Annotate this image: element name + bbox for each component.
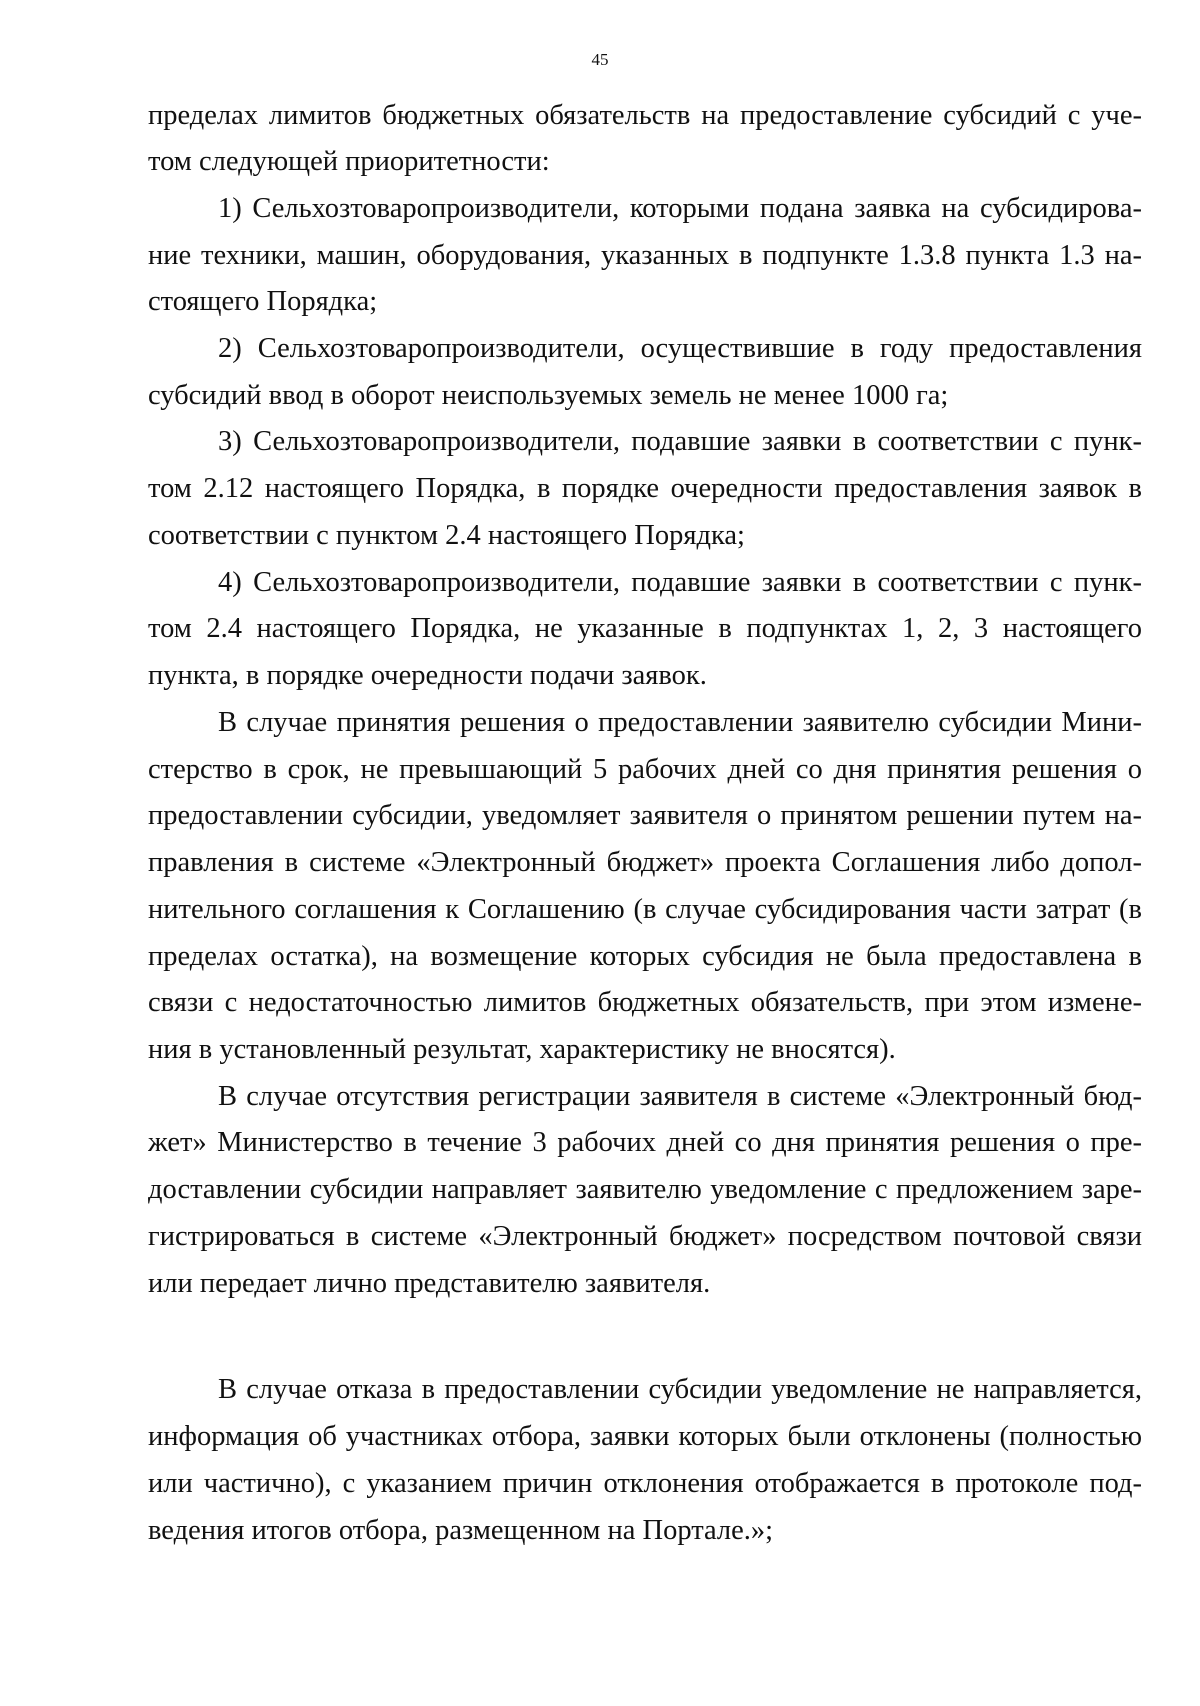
text-line: правления в системе «Электронный бюджет» проекта Соглашения либо допол- [148,847,1142,878]
text-line: 2) Сельхозтоваропроизводители, осуществившие в году предоставления [218,333,1142,364]
text-line: гистрироваться в системе «Электронный бюджет» посредством почтовой связи [148,1221,1142,1252]
text-line: том 2.4 настоящего Порядка, не указанные в подпунктах 1, 2, 3 настоящего [148,613,1142,644]
text-line: или передает лично представителю заявителя. [148,1268,711,1299]
text-line: 4) Сельхозтоваропроизводители, подавшие заявки в соответствии с пунк- [218,567,1142,598]
text-line: ние техники, машин, оборудования, указанных в подпункте 1.3.8 пункта 1.3 на- [148,240,1142,271]
text-line: том 2.12 настоящего Порядка, в порядке очередности предоставления заявок в [148,473,1142,504]
page-number: 45 [591,50,609,69]
text-line: нительного соглашения к Соглашению (в случае субсидирования части затрат (в [148,894,1142,925]
text-line: предоставлении субсидии, уведомляет заявителя о принятом решении путем на- [148,800,1142,831]
text-line: или частично), с указанием причин отклонения отображается в протоколе под- [148,1468,1142,1499]
text-line: В случае отказа в предоставлении субсидии уведомление не направляется, [218,1374,1142,1405]
text-line: В случае отсутствия регистрации заявителя в системе «Электронный бюд- [218,1081,1142,1112]
text-line: 1) Сельхозтоваропроизводители, которыми подана заявка на субсидирова- [218,193,1142,224]
text-line: пределах лимитов бюджетных обязательств на предоставление субсидий с уче- [148,100,1142,131]
text-line: жет» Министерство в течение 3 рабочих дней со дня принятия решения о пре- [148,1127,1142,1158]
text-line: том следующей приоритетности: [148,146,550,177]
text-line: ния в установленный результат, характеристику не вносятся). [148,1034,896,1065]
text-line: В случае принятия решения о предоставлении заявителю субсидии Мини- [218,707,1142,738]
text-line: субсидий ввод в оборот неиспользуемых земель не менее 1000 га; [148,380,949,411]
text-line: информация об участниках отбора, заявки которых были отклонены (полностью [148,1421,1142,1452]
text-line: доставлении субсидии направляет заявителю уведомление с предложением заре- [148,1174,1142,1205]
text-line: стоящего Порядка; [148,286,378,317]
text-line: соответствии с пунктом 2.4 настоящего Порядка; [148,520,745,551]
text-line: пределах остатка), на возмещение которых субсидия не была предоставлена в [148,941,1142,972]
text-line: пункта, в порядке очередности подачи заявок. [148,660,707,691]
text-line: 3) Сельхозтоваропроизводители, подавшие заявки в соответствии с пунк- [218,426,1142,457]
text-line: ведения итогов отбора, размещенном на Портале.»; [148,1515,774,1546]
text-line: связи с недостаточностью лимитов бюджетных обязательств, при этом измене- [148,987,1142,1018]
text-line: стерство в срок, не превышающий 5 рабочих дней со дня принятия решения о [148,754,1142,785]
